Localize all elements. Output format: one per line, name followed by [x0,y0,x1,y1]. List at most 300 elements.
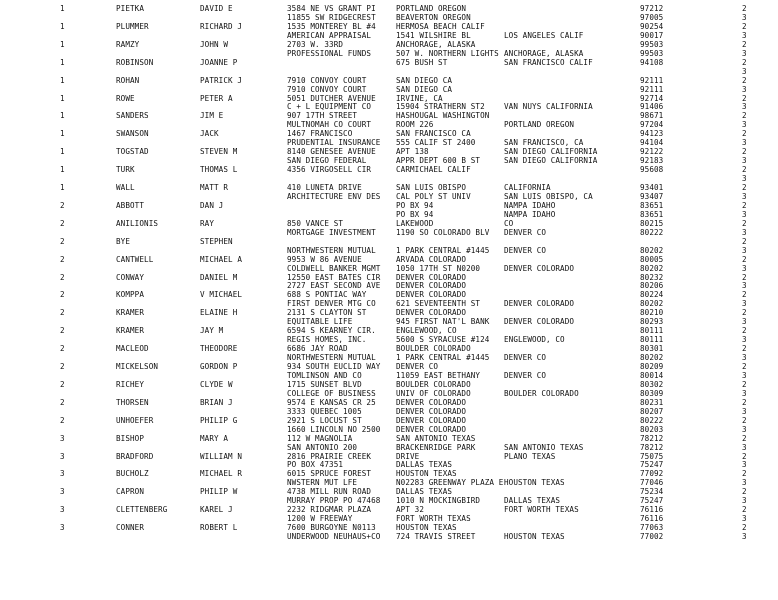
address-type-code: 2 [742,415,747,425]
region-code: 1 [60,147,65,157]
region-code: 2 [60,344,65,354]
address-city: PORTLAND OREGON [504,120,575,130]
zip-code: 80014 [640,370,664,380]
address-type-code: 2 [742,397,747,407]
address-line-1: MURRAY PROP PO 47468 [287,496,381,506]
region-code: 2 [60,362,65,371]
address-line-1: 7910 CONVOY COURT [287,75,367,85]
first-name: MICHAEL R [200,469,243,479]
last-name: ANILIONIS [116,218,159,228]
address-line-1: SAN DIEGO FEDERAL [287,156,367,166]
zip-code: 92122 [640,147,664,157]
address-line-2: DENVER COLORADO [396,406,467,416]
address-type-code: 3 [742,66,747,76]
last-name: RAMZY [116,39,140,49]
address-line-2: 1541 WILSHIRE BL [396,30,471,40]
address-type-code: 2 [742,200,747,210]
address-line-1: 1535 MONTEREY BL #4 [287,21,376,31]
last-name: THORSEN [116,397,149,407]
address-type-code: 2 [742,57,747,67]
first-name: MARY A [200,433,229,443]
address-type-code: 2 [742,487,747,497]
address-line-1: 9574 E KANSAS CR 25 [287,397,376,407]
address-city: DENVER COLORADO [504,317,575,327]
address-line-2: HOUSTON TEXAS [396,523,457,533]
address-line-2: N02283 GREENWAY PLAZA E [396,478,504,488]
address-line-1: EQUITABLE LIFE [287,317,353,327]
address-line-2: 1190 SO COLORADO BLV [396,227,490,237]
zip-code: 94123 [640,129,664,139]
region-code: 2 [60,379,65,389]
address-line-2: 621 SEVENTEENTH ST [396,299,481,309]
address-type-code: 2 [742,183,747,192]
address-city: DALLAS TEXAS [504,496,561,506]
address-city: ENGLEWOOD, CO [504,335,565,345]
first-name: RICHARD J [200,21,243,31]
address-type-code: 3 [742,514,747,524]
address-line-1: 9953 W 86 AVENUE [287,254,362,264]
address-line-2: IRVINE, CA [396,93,443,103]
last-name: PIETKA [116,4,145,13]
address-line-1: ARCHITECTURE ENV DES [287,191,381,201]
address-line-1: 6594 S KEARNEY CIR. [287,326,376,336]
address-line-2: DRIVE [396,451,420,461]
first-name: PATRICK J [200,75,243,85]
address-type-code: 2 [742,379,747,389]
address-line-1: C + L EQUIPMENT CO [287,102,372,112]
region-code: 2 [60,397,65,407]
region-code: 3 [60,487,65,497]
region-code: 1 [60,39,65,49]
address-type-code: 2 [742,308,747,318]
address-city: ANCHORAGE, ALASKA [504,48,584,58]
zip-code: 97204 [640,120,664,130]
address-line-1: PRUDENTIAL INSURANCE [287,138,381,148]
address-line-2: APT 138 [396,147,429,157]
address-city: SAN DIEGO CALIFORNIA [504,156,598,166]
zip-code: 92111 [640,84,664,94]
last-name: TURK [116,165,135,175]
address-city: DENVER COLORADO [504,299,575,309]
address-line-1: 4356 VIRGOSELL CIR [287,165,372,175]
first-name: WILLIAM N [200,451,243,461]
last-name: KRAMER [116,308,145,318]
zip-code: 83651 [640,200,664,210]
zip-code: 90017 [640,30,664,40]
address-line-2: SAN DIEGO CA [396,75,453,85]
address-line-1: COLDWELL BANKER MGMT [287,263,381,273]
zip-code: 80232 [640,272,664,282]
address-type-code: 3 [742,245,747,255]
address-line-1: 850 VANCE ST [287,218,344,228]
address-line-1: NORTHWESTERN MUTUAL [287,353,376,362]
address-line-2: ENGLEWOOD, CO [396,326,457,336]
address-line-2: 5600 S SYRACUSE #124 [396,335,490,345]
zip-code: 80215 [640,218,664,228]
address-line-1: 6015 SPRUCE FOREST [287,469,372,479]
first-name: THEODORE [200,344,238,354]
first-name: PHILIP G [200,415,238,425]
address-line-2: DENVER COLORADO [396,272,467,282]
zip-code: 80302 [640,379,664,389]
address-city: DENVER COLORADO [504,263,575,273]
region-code: 2 [60,218,65,228]
address-type-code: 3 [742,335,747,345]
zip-code: 80202 [640,299,664,309]
address-line-1: 6686 JAY ROAD [287,344,348,354]
zip-code: 76116 [640,505,664,515]
last-name: CONNER [116,523,145,533]
address-line-2: 945 FIRST NAT'L BANK [396,317,490,327]
first-name: JIM E [200,111,224,121]
address-line-1: 1660 LINCOLN NO 2500 [287,424,381,434]
region-code: 1 [60,21,65,31]
address-line-1: 3584 NE VS GRANT PI [287,4,376,13]
region-code: 3 [60,433,65,443]
address-line-2: SAN ANTONIO TEXAS [396,433,476,443]
address-type-code: 3 [742,478,747,488]
zip-code: 97212 [640,4,664,13]
address-line-2: 555 CALIF ST 2400 [396,138,476,148]
region-code: 2 [60,272,65,282]
zip-code: 97005 [640,12,664,22]
address-city: SAN ANTONIO TEXAS [504,442,584,452]
address-line-1: 2131 S CLAYTON ST [287,308,367,318]
last-name: BYE [116,236,131,246]
address-line-2: DENVER COLORADO [396,424,467,434]
address-line-2: 11059 EAST BETHANY [396,370,481,380]
region-code: 3 [60,451,65,461]
first-name: JAY M [200,326,224,336]
address-line-2: PO BX 94 [396,200,434,210]
zip-code: 80309 [640,388,664,398]
address-type-code: 3 [742,370,747,380]
address-line-2: DENVER COLORADO [396,397,467,407]
address-line-1: REGIS HOMES, INC. [287,335,367,345]
address-line-1: 5051 DUTCHER AVENUE [287,93,376,103]
zip-code: 94108 [640,57,664,67]
zip-code: 80222 [640,227,664,237]
zip-code: 80231 [640,397,664,407]
zip-code: 80207 [640,406,664,416]
zip-code: 99503 [640,39,664,49]
zip-code: 80203 [640,424,664,434]
address-city: HOUSTON TEXAS [504,478,565,488]
address-type-code: 3 [742,227,747,237]
first-name: ELAINE H [200,308,238,318]
zip-code: 80222 [640,415,664,425]
last-name: BUCHOLZ [116,469,149,479]
region-code: 2 [60,326,65,336]
zip-code: 77002 [640,532,664,541]
zip-code: 92714 [640,93,664,103]
address-line-1: NWSTERN MUT LFE [287,478,358,488]
region-code: 2 [60,308,65,318]
first-name: STEVEN M [200,147,238,157]
address-line-2: PORTLAND OREGON [396,4,467,13]
zip-code: 91406 [640,102,664,112]
address-line-1: SAN ANTONIO 200 [287,442,358,452]
address-line-1: FIRST DENVER MTG CO [287,299,376,309]
zip-code: 93407 [640,191,664,201]
last-name: ROHAN [116,75,140,85]
zip-code: 77092 [640,469,664,479]
address-line-1: TOMLINSON AND CO [287,370,362,380]
address-line-2: 1050 17TH ST N0200 [396,263,481,273]
address-type-code: 2 [742,236,747,246]
address-city: DENVER CO [504,227,547,237]
address-line-2: 1 PARK CENTRAL #1445 [396,353,490,362]
address-type-code: 2 [742,165,747,175]
address-type-code: 2 [742,272,747,282]
address-type-code: 3 [742,156,747,166]
address-type-code: 3 [742,442,747,452]
zip-code: 83651 [640,209,664,219]
zip-code: 80224 [640,290,664,300]
address-type-code: 3 [742,496,747,506]
address-line-2: ROOM 226 [396,120,434,130]
address-city: DENVER CO [504,353,547,362]
address-line-2: BRACKENRIDGE PARK [396,442,476,452]
address-type-code: 2 [742,75,747,85]
region-code: 1 [60,75,65,85]
last-name: CONWAY [116,272,145,282]
address-type-code: 3 [742,191,747,201]
zip-code: 80210 [640,308,664,318]
address-type-code: 3 [742,84,747,94]
address-city: VAN NUYS CALIFORNIA [504,102,593,112]
first-name: DANIEL M [200,272,238,282]
address-line-2: CARMICHAEL CALIF [396,165,471,175]
address-type-code: 2 [742,93,747,103]
address-line-2: DENVER COLORADO [396,281,467,291]
address-line-2: DALLAS TEXAS [396,460,453,470]
address-line-1: 907 17TH STREET [287,111,358,121]
zip-code: 80293 [640,317,664,327]
last-name: CLETTENBERG [116,505,168,515]
address-line-2: HOUSTON TEXAS [396,469,457,479]
last-name: BRADFORD [116,451,154,461]
last-name: SWANSON [116,129,149,139]
address-line-1: 934 SOUTH EUCLID WAY [287,362,381,371]
last-name: WALL [116,183,135,192]
address-line-1: 1200 W FREEWAY [287,514,353,524]
address-line-1: MULTNOMAH CO COURT [287,120,372,130]
address-type-code: 2 [742,21,747,31]
address-city: SAN DIEGO CALIFORNIA [504,147,598,157]
zip-code: 92183 [640,156,664,166]
address-type-code: 3 [742,532,747,541]
address-line-2: DENVER COLORADO [396,308,467,318]
last-name: BISHOP [116,433,145,443]
address-line-2: SAN LUIS OBISPO [396,183,467,192]
first-name: BRIAN J [200,397,233,407]
address-line-1: PROFESSIONAL FUNDS [287,48,372,58]
first-name: KAREL J [200,505,233,515]
region-code: 3 [60,469,65,479]
zip-code: 80111 [640,335,664,345]
zip-code: 77046 [640,478,664,488]
address-type-code: 3 [742,388,747,398]
zip-code: 90254 [640,21,664,31]
zip-code: 80202 [640,263,664,273]
address-city: FORT WORTH TEXAS [504,505,579,515]
address-type-code: 2 [742,254,747,264]
address-line-1: 7910 CONVOY COURT [287,84,367,94]
address-city: SAN LUIS OBISPO, CA [504,191,593,201]
zip-code: 94104 [640,138,664,148]
zip-code: 78212 [640,442,664,452]
zip-code: 80111 [640,326,664,336]
address-line-1: COLLEGE OF BUSINESS [287,388,376,398]
address-line-1: PO BOX 47351 [287,460,344,470]
first-name: JOHN W [200,39,229,49]
address-line-1: 7600 BURGOYNE N0113 [287,523,376,533]
last-name: RICHEY [116,379,145,389]
address-line-1: 3333 QUEBEC 1005 [287,406,362,416]
address-type-code: 2 [742,505,747,515]
first-name: THOMAS L [200,165,238,175]
region-code: 2 [60,236,65,246]
address-city: SAN FRANCISCO, CA [504,138,584,148]
address-line-2: APT 32 [396,505,425,515]
last-name: CAPRON [116,487,145,497]
address-type-code: 3 [742,174,747,183]
region-code: 1 [60,183,65,192]
region-code: 1 [60,93,65,103]
first-name: GORDON P [200,362,238,371]
address-line-2: 15904 STRATHERN ST2 [396,102,485,112]
address-line-1: NORTHWESTERN MUTUAL [287,245,376,255]
address-city: NAMPA IDAHO [504,200,556,210]
address-line-2: 507 W. NORTHERN LIGHTS [396,48,499,58]
address-type-code: 3 [742,406,747,416]
address-line-1: MORTGAGE INVESTMENT [287,227,376,237]
last-name: KRAMER [116,326,145,336]
address-line-2: FORT WORTH TEXAS [396,514,471,524]
last-name: ROWE [116,93,135,103]
address-line-2: PO BX 94 [396,209,434,219]
address-type-code: 3 [742,138,747,148]
first-name: STEPHEN [200,236,233,246]
region-code: 1 [60,57,65,67]
address-type-code: 3 [742,263,747,273]
address-type-code: 2 [742,344,747,354]
first-name: RAY [200,218,215,228]
address-line-2: DENVER COLORADO [396,290,467,300]
zip-code: 99503 [640,48,664,58]
address-line-1: 688 S PONTIAC WAY [287,290,367,300]
address-line-2: 724 TRAVIS STREET [396,532,476,541]
address-line-1: 8140 GENESEE AVENUE [287,147,376,157]
address-city: DENVER CO [504,245,547,255]
address-line-2: BOULDER COLORADO [396,344,471,354]
address-line-2: 1010 N MOCKINGBIRD [396,496,481,506]
zip-code: 75247 [640,496,664,506]
address-line-1: 2816 PRAIRIE CREEK [287,451,372,461]
first-name: DAVID E [200,4,233,13]
first-name: JOANNE P [200,57,238,67]
address-line-2: SAN FRANCISCO CA [396,129,471,139]
address-line-2: HASHOUGAL WASHINGTON [396,111,490,121]
address-type-code: 2 [742,290,747,300]
region-code: 3 [60,505,65,515]
last-name: CANTWELL [116,254,154,264]
zip-code: 75075 [640,451,664,461]
last-name: UNHOEFER [116,415,154,425]
last-name: ROBINSON [116,57,154,67]
region-code: 2 [60,254,65,264]
address-line-1: 4738 MILL RUN ROAD [287,487,372,497]
zip-code: 80005 [640,254,664,264]
first-name: PETER A [200,93,233,103]
first-name: V MICHAEL [200,290,243,300]
address-line-2: HERMOSA BEACH CALIF [396,21,485,31]
address-line-2: CAL POLY ST UNIV [396,191,471,201]
last-name: TOGSTAD [116,147,149,157]
first-name: CLYDE W [200,379,233,389]
region-code: 1 [60,111,65,121]
address-line-2: ANCHORAGE, ALASKA [396,39,476,49]
address-line-1: UNDERWOOD NEUHAUS+CO [287,532,381,541]
address-type-code: 3 [742,299,747,309]
address-city: LOS ANGELES CALIF [504,30,584,40]
address-type-code: 2 [742,451,747,461]
first-name: JACK [200,129,219,139]
first-name: MATT R [200,183,229,192]
address-line-2: DALLAS TEXAS [396,487,453,497]
address-type-code: 2 [742,218,747,228]
zip-code: 80202 [640,353,664,362]
address-line-2: ARVADA COLORADO [396,254,467,264]
address-type-code: 3 [742,102,747,112]
zip-code: 77063 [640,523,664,533]
zip-code: 80209 [640,362,664,371]
last-name: MICKELSON [116,362,159,371]
zip-code: 98671 [640,111,664,121]
address-line-2: UNIV OF COLORADO [396,388,471,398]
region-code: 3 [60,523,65,533]
address-line-2: SAN DIEGO CA [396,84,453,94]
address-type-code: 3 [742,281,747,291]
address-type-code: 2 [742,147,747,157]
region-code: 2 [60,290,65,300]
address-type-code: 3 [742,120,747,130]
address-type-code: 3 [742,30,747,40]
address-type-code: 2 [742,523,747,533]
address-line-2: DENVER CO [396,362,439,371]
address-line-2: LAKEWOOD [396,218,434,228]
address-type-code: 3 [742,48,747,58]
region-code: 2 [60,200,65,210]
address-line-2: DENVER COLORADO [396,415,467,425]
address-line-1: 11855 SW RIDGECREST [287,12,376,22]
address-line-2: 675 BUSH ST [396,57,448,67]
zip-code: 92111 [640,75,664,85]
zip-code: 80206 [640,281,664,291]
address-type-code: 2 [742,469,747,479]
first-name: PHILIP W [200,487,238,497]
address-line-1: 410 LUNETA DRIVE [287,183,362,192]
address-type-code: 3 [742,12,747,22]
zip-code: 80202 [640,245,664,255]
last-name: PLUMMER [116,21,149,31]
zip-code: 75247 [640,460,664,470]
address-line-1: 1715 SUNSET BLVD [287,379,362,389]
last-name: ABBOTT [116,200,145,210]
address-type-code: 3 [742,460,747,470]
address-type-code: 2 [742,433,747,443]
